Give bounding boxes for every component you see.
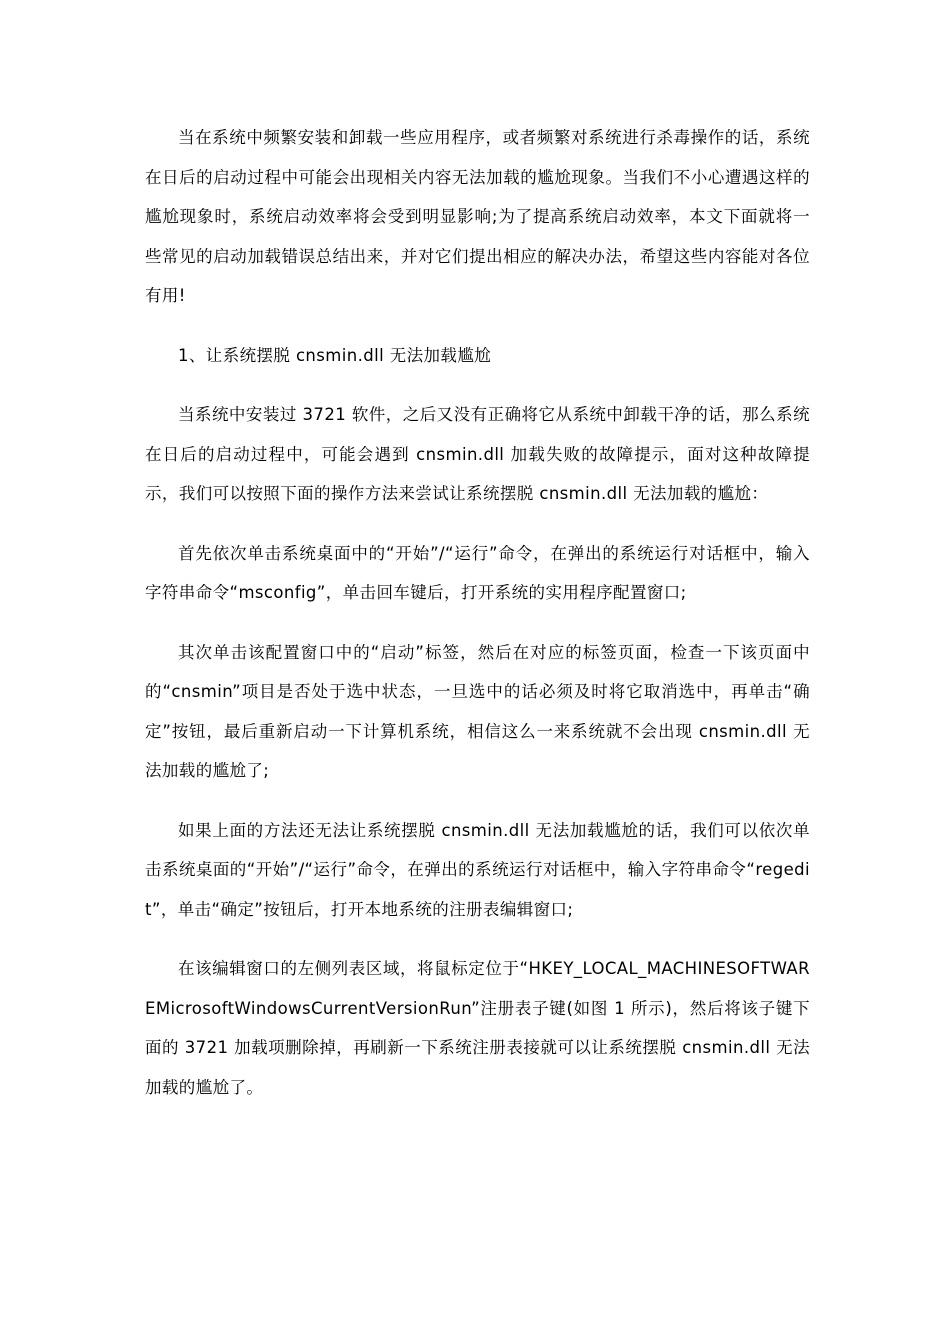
intro-paragraph: 当在系统中频繁安装和卸载一些应用程序，或者频繁对系统进行杀毒操作的话，系统在日后的启动过程中可能会出现相关内容无法加载的尴尬现象。当我们不小心遭遇这样的尴尬现象时，系统启动效率将会受到明显影响;为了提高系统启动效率，本文下面就将一些常见的启动加载错误总结出来，并对它们提出相应的解决办法，希望这些内容能对各位有用! (145, 128, 810, 305)
document-page (145, 118, 810, 1127)
body-paragraph: 其次单击该配置窗口中的“启动”标签，然后在对应的标签页面，检查一下该页面中的“cnsmin”项目是否处于选中状态，一旦选中的话必须及时将它取消选中，再单击“确定”按钮，最后重新启动一下计算机系统，相信这么一来系统就不会出现 cnsmin.dll 无法加载的尴尬了; (145, 642, 810, 780)
body-paragraph: 如果上面的方法还无法让系统摆脱 cnsmin.dll 无法加载尴尬的话，我们可以依次单击系统桌面的“开始”/“运行”命令，在弹出的系统运行对话框中，输入字符串命令“regedit”，单击“确定”按钮后，打开本地系统的注册表编辑窗口; (145, 820, 810, 919)
body-paragraph: 首先依次单击系统桌面中的“开始”/“运行”命令，在弹出的系统运行对话框中，输入字符串命令“msconfig”，单击回车键后，打开系统的实用程序配置窗口; (145, 543, 810, 602)
section-heading: 1、让系统摆脱 cnsmin.dll 无法加载尴尬 (178, 345, 492, 365)
body-paragraph: 在该编辑窗口的左侧列表区域，将鼠标定位于“HKEY_LOCAL_MACHINESOFTWAREMicrosoftWindowsCurrentVersionRun”注册表子键(如图 1 所示)，然后将该子键下面的 3721 加载项删除掉，再刷新一下系统注册表接就可以让系统摆脱 cnsmin.dll 无法加载的尴尬了。 (145, 959, 810, 1097)
body-paragraph: 当系统中安装过 3721 软件，之后又没有正确将它从系统中卸载干净的话，那么系统在日后的启动过程中，可能会遇到 cnsmin.dll 加载失败的故障提示，面对这种故障提示，我们可以按照下面的操作方法来尝试让系统摆脱 cnsmin.dll 无法加载的尴尬： (145, 405, 810, 503)
